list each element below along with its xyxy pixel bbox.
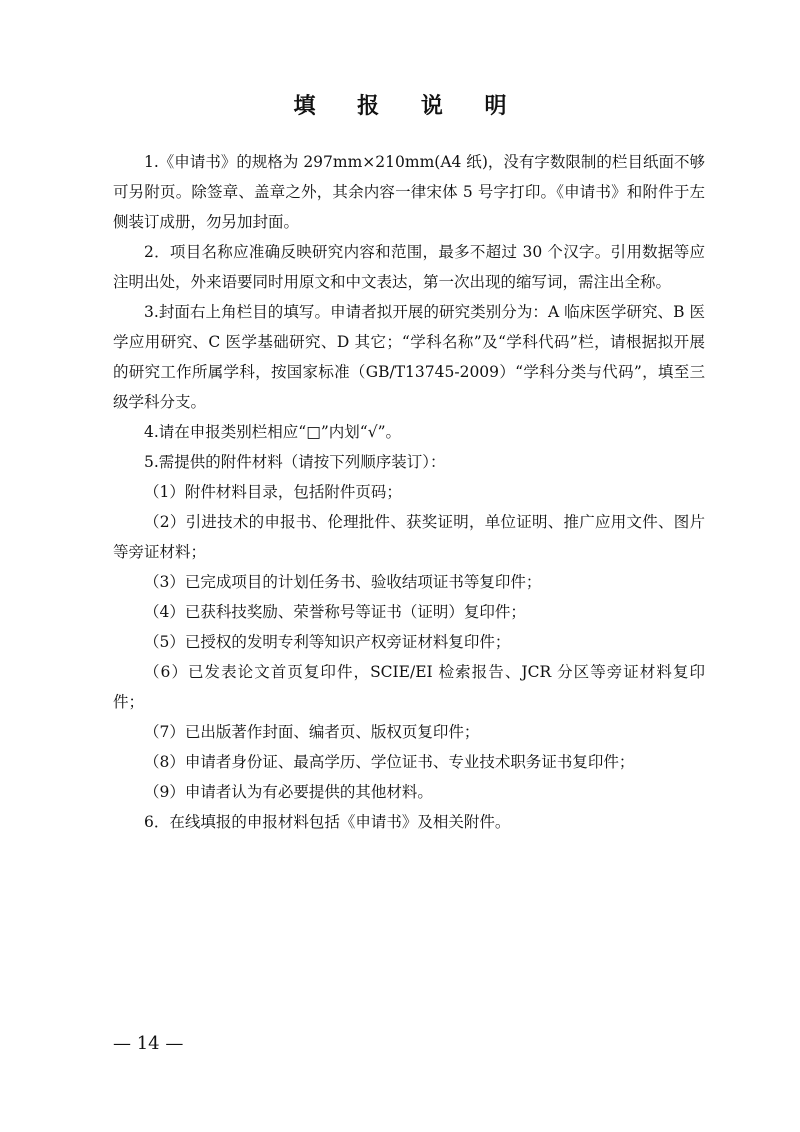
list-item-7: （7）已出版著作封面、编者页、版权页复印件；	[144, 723, 480, 741]
list-item-3: （3）已完成项目的计划任务书、验收结项证书等复印件；	[144, 573, 542, 591]
paragraph-4: 4.请在申报类别栏相应“□”内划“√”。	[144, 423, 402, 441]
paragraph-6: 6．在线填报的申报材料包括《申请书》及相关附件。	[144, 813, 511, 831]
page-number: — 14 —	[113, 1033, 184, 1054]
paragraph-5: 5.需提供的附件材料（请按下列顺序装订）：	[144, 453, 446, 471]
list-item-1: （1）附件材料目录，包括附件页码；	[144, 483, 402, 501]
paragraph-2: 2．项目名称应准确反映研究内容和范围，最多不超过 30 个汉字。引用数据等应注明出处，外来语要同时用原文和中文表达，第一次出现的缩写词，需注出全称。	[113, 243, 705, 291]
list-item-9: （9）申请者认为有必要提供的其他材料。	[144, 783, 433, 801]
list-item-6: （6）已发表论文首页复印件，SCIE/EI 检索报告、JCR 分区等旁证材料复印件；	[113, 663, 705, 711]
list-item-8: （8）申请者身份证、最高学历、学位证书、专业技术职务证书复印件；	[144, 753, 635, 771]
list-item-2: （2）引进技术的申报书、伦理批件、获奖证明，单位证明、推广应用文件、图片等旁证材料；	[113, 513, 705, 561]
list-item-5: （5）已授权的发明专利等知识产权旁证材料复印件；	[144, 633, 511, 651]
list-item-4: （4）已获科技奖励、荣誉称号等证书（证明）复印件；	[144, 603, 526, 621]
document-body	[113, 147, 705, 837]
paragraph-3: 3.封面右上角栏目的填写。申请者拟开展的研究类别分为：A 临床医学研究、B 医学应用研究、C 医学基础研究、D 其它；“学科名称”及“学科代码”栏，请根据拟开展的研究工作所属学科，按国家标准（GB/T13745-2009）“学科分类与代码”，填至三级学科分支。	[113, 303, 705, 411]
page-title: 填 报 说 明	[293, 94, 524, 119]
paragraph-1: 1.《申请书》的规格为 297mm×210mm(A4 纸)，没有字数限制的栏目纸面不够可另附页。除签章、盖章之外，其余内容一律宋体 5 号字打印。《申请书》和附件于左侧装订成册，勿另加封面。	[113, 153, 705, 231]
